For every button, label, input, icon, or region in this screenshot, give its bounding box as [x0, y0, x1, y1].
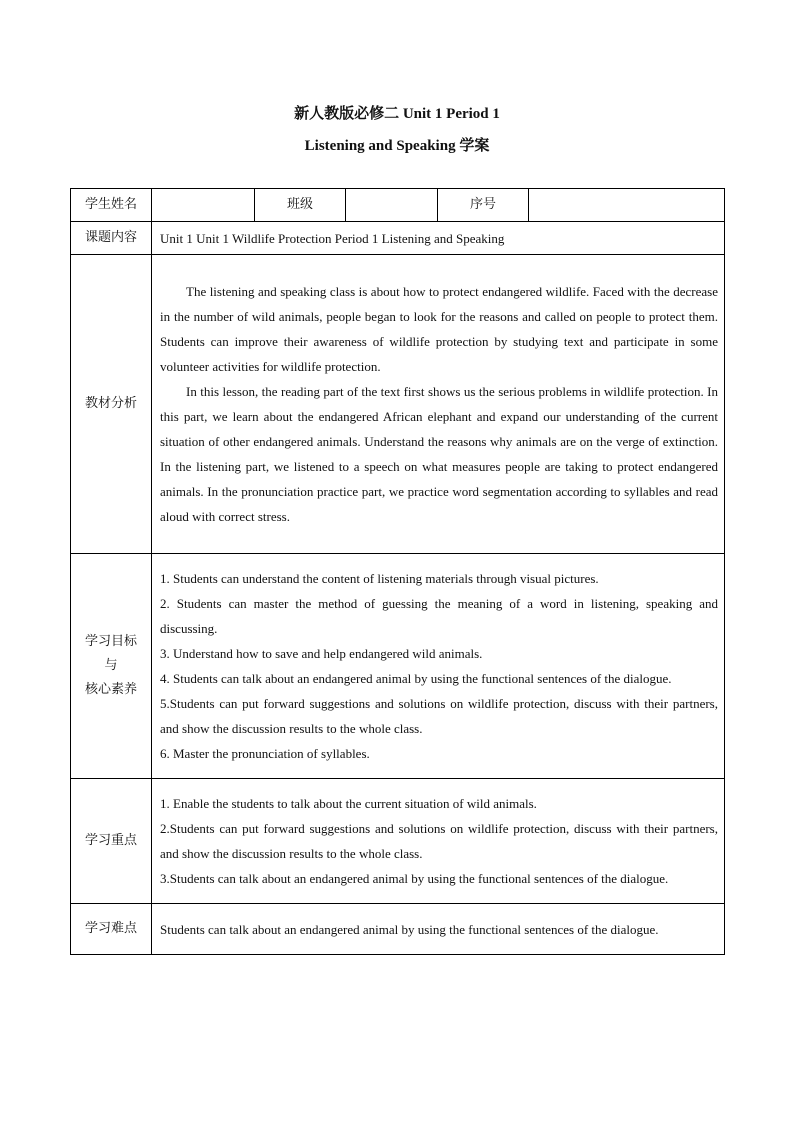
- goal-item: 5.Students can put forward suggestions and solutions on wildlife protection, discuss with their partners, and show the discussion results to the whole class.: [160, 696, 718, 736]
- goal-item: 4. Students can talk about an endangered animal by using the functional sentences of the dialogue.: [160, 671, 672, 686]
- goal-item: 6. Master the pronunciation of syllables.: [160, 746, 370, 761]
- goals-label-line: 与: [104, 658, 118, 673]
- analysis-label: 教材分析: [71, 255, 152, 554]
- goals-content: [152, 554, 725, 779]
- number-label: 序号: [438, 189, 529, 222]
- difficulties-content: Students can talk about an endangered animal by using the functional sentences of the dialogue.: [152, 904, 725, 955]
- key-points-row: [71, 779, 725, 904]
- key-point-item: 1. Enable the students to talk about the current situation of wild animals.: [160, 796, 537, 811]
- key-point-item: 2.Students can put forward suggestions and solutions on wildlife protection, discuss with their partners, and show the discussion results to the whole class.: [160, 821, 718, 861]
- analysis-row: [71, 255, 725, 554]
- goals-label-line: 核心素养: [84, 682, 137, 697]
- number-field[interactable]: [529, 189, 725, 222]
- document-title: [0, 98, 794, 162]
- topic-row: [71, 222, 725, 255]
- class-field[interactable]: [346, 189, 438, 222]
- topic-label: 课题内容: [71, 222, 152, 255]
- goals-label-line: 学习目标: [84, 634, 137, 649]
- difficulties-row: [71, 904, 725, 955]
- analysis-paragraph: In this lesson, the reading part of the text first shows us the serious problems in wildlife protection. In this part, we learn about the endangered African elephant and expand our understanding of the current situation of other endangered animals. Understand the reasons why animals are on the verge of extinction. In the listening part, we listened to a speech on what measures people are taking to protect endangered animals. In the pronunciation practice part, we practice word segmentation according to syllables and read aloud with correct stress.: [160, 384, 718, 524]
- title-line-2: Listening and Speaking 学案: [304, 138, 490, 154]
- student-info-row: [71, 189, 725, 222]
- goal-item: 1. Students can understand the content of listening materials through visual pictures.: [160, 571, 599, 586]
- key-points-label: 学习重点: [71, 779, 152, 904]
- student-name-label: 学生姓名: [71, 189, 152, 222]
- goals-row: [71, 554, 725, 779]
- goal-item: 2. Students can master the method of guessing the meaning of a word in listening, speaking and discussing.: [160, 596, 718, 636]
- lesson-plan-table: [70, 188, 725, 955]
- analysis-paragraph: The listening and speaking class is about how to protect endangered wildlife. Faced with the decrease in the number of wild animals, people began to look for the reasons and called on people to protect them. Students can improve their awareness of wildlife protection by studying text and participate in some volunteer activities for wildlife protection.: [160, 284, 718, 374]
- student-name-field[interactable]: [152, 189, 255, 222]
- difficulties-label: 学习难点: [71, 904, 152, 955]
- goals-label: [71, 554, 152, 779]
- topic-content: Unit 1 Unit 1 Wildlife Protection Period 1 Listening and Speaking: [152, 222, 725, 255]
- title-line-1: 新人教版必修二 Unit 1 Period 1: [294, 106, 500, 122]
- key-points-content: [152, 779, 725, 904]
- class-label: 班级: [255, 189, 346, 222]
- goal-item: 3. Understand how to save and help endangered wild animals.: [160, 646, 483, 661]
- analysis-content: [152, 255, 725, 554]
- key-point-item: 3.Students can talk about an endangered animal by using the functional sentences of the dialogue.: [160, 871, 669, 886]
